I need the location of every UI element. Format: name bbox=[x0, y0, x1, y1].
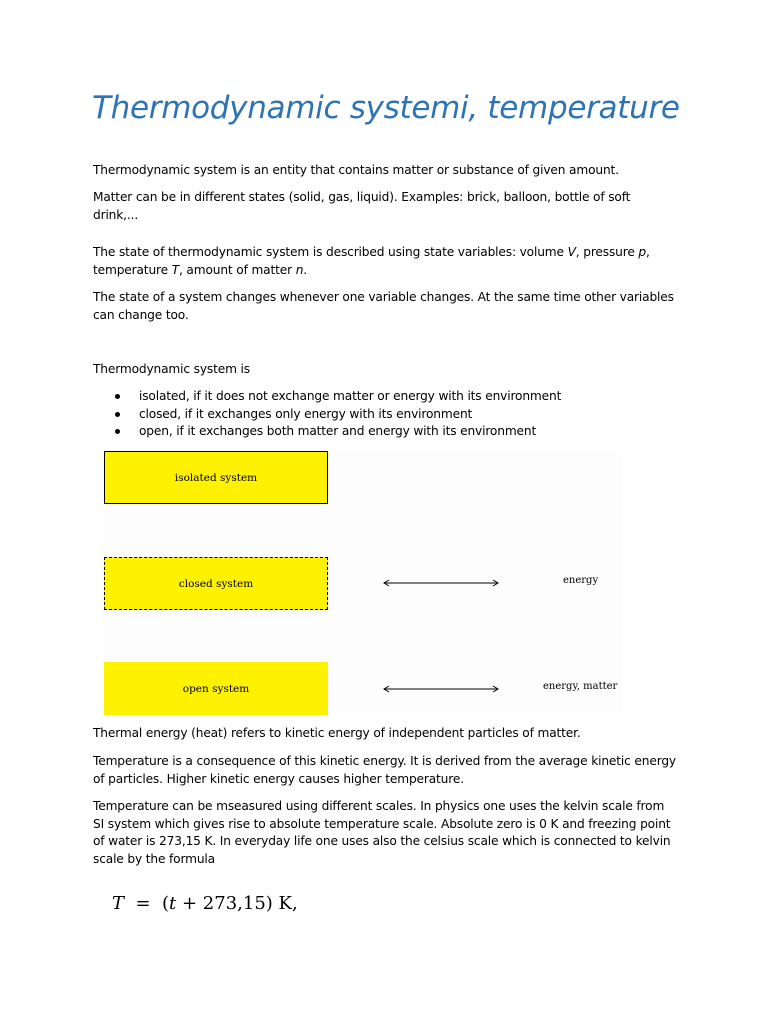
formula-rest: + 273,15) K, bbox=[176, 893, 298, 914]
system-types-list bbox=[93, 388, 561, 441]
paragraph-system-types-intro: Thermodynamic system is bbox=[93, 362, 250, 376]
list-item bbox=[93, 406, 561, 424]
double-arrow-icon bbox=[383, 684, 499, 694]
paragraph-thermal-energy: Thermal energy (heat) refers to kinetic energy of independent particles of matter. bbox=[93, 726, 581, 740]
paragraph-temperature-scales: Temperature can be mseasured using different scales. In physics one uses the kelvin scale from SI system which gives rise to absolute temperature scale. Absolute zero is 0 K and freezing point of water is 273,15 K. In everyday life one uses also the celsius scale which is connected to kelvin scale by the formula bbox=[93, 799, 671, 866]
list-item bbox=[93, 388, 561, 406]
kelvin-celsius-formula bbox=[112, 893, 298, 914]
closed-system-box: closed system bbox=[104, 557, 328, 610]
formula-equals: = bbox=[135, 893, 151, 914]
page-title: Thermodynamic systemi, temperature bbox=[92, 90, 680, 126]
paragraph-state-variables bbox=[93, 244, 678, 279]
list-item-text: isolated, if it does not exchange matter or energy with its environment bbox=[139, 389, 562, 403]
bullet-icon bbox=[115, 429, 120, 434]
list-item-text: closed, if it exchanges only energy with its environment bbox=[139, 406, 473, 421]
formula-lhs: T bbox=[112, 893, 125, 914]
bullet-icon bbox=[115, 394, 120, 399]
var-temperature: T bbox=[171, 262, 179, 277]
formula-celsius-var: t bbox=[169, 893, 177, 914]
text-fragment: , temperature bbox=[93, 245, 650, 277]
open-exchange-label: energy, matter bbox=[543, 681, 618, 692]
isolated-system-box: isolated system bbox=[104, 451, 328, 504]
var-amount: n bbox=[295, 262, 304, 277]
system-types-figure bbox=[103, 450, 621, 714]
formula-open-paren: ( bbox=[162, 893, 170, 914]
text-fragment: The state of thermodynamic system is described using state variables: volume bbox=[93, 245, 568, 259]
double-arrow-icon bbox=[383, 578, 499, 588]
text-fragment: . bbox=[303, 262, 307, 277]
closed-exchange-label: energy bbox=[563, 575, 599, 586]
paragraph-states: Matter can be in different states (solid, gas, liquid). Examples: brick, balloon, bottle of soft drink,... bbox=[93, 190, 631, 222]
var-pressure: p bbox=[638, 245, 646, 259]
text-fragment: , pressure bbox=[575, 245, 639, 259]
list-item-text: open, if it exchanges both matter and energy with its environment bbox=[139, 424, 537, 438]
text-fragment: , amount of matter bbox=[178, 262, 296, 277]
list-item bbox=[93, 423, 561, 441]
var-volume: V bbox=[567, 245, 576, 259]
bullet-icon bbox=[115, 412, 120, 417]
paragraph-state-change: The state of a system changes whenever one variable changes. At the same time other variables can change too. bbox=[93, 290, 674, 322]
paragraph-definition: Thermodynamic system is an entity that contains matter or substance of given amount. bbox=[93, 163, 619, 177]
paragraph-temperature-kinetic: Temperature is a consequence of this kinetic energy. It is derived from the average kinetic energy of particles. Higher kinetic energy causes higher temperature. bbox=[93, 754, 676, 786]
open-system-box: open system bbox=[104, 662, 328, 715]
